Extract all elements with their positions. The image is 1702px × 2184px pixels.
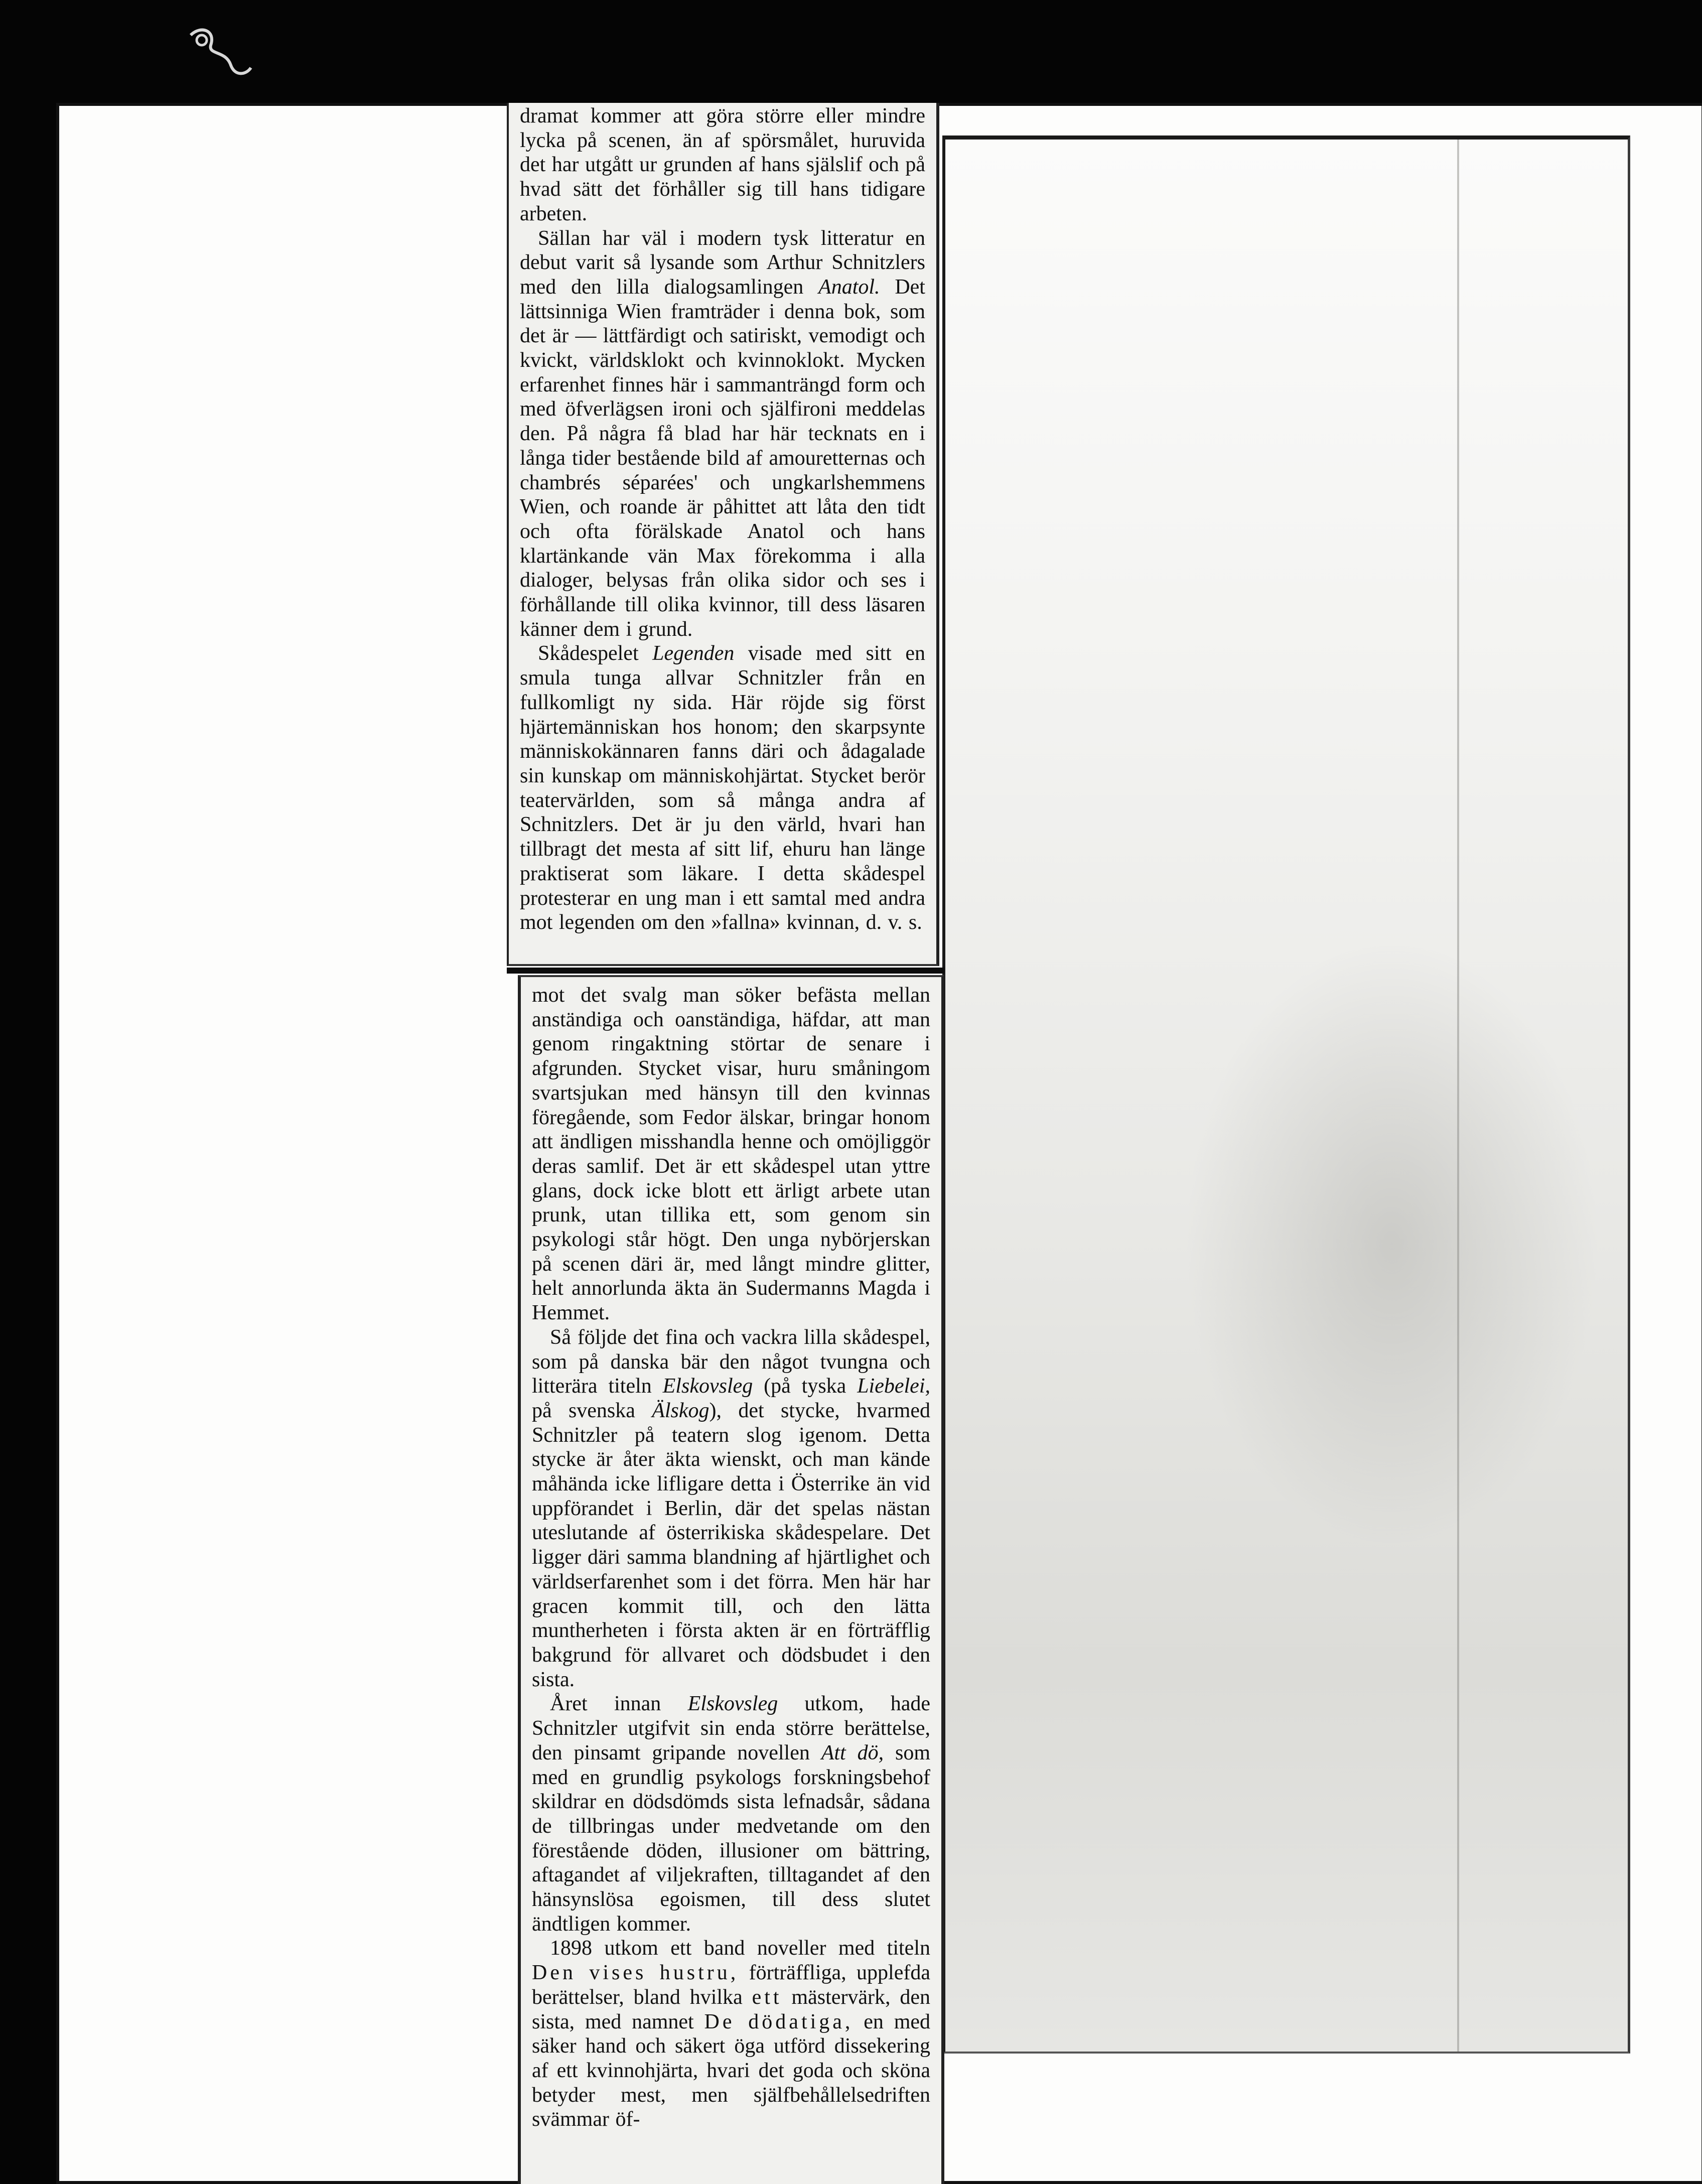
paper-stain [1186,942,1598,1545]
blank-paper-right [942,135,1630,2054]
work-title: Älskog [652,1399,710,1422]
newspaper-clipping-top [507,103,939,966]
work-title: Elskovsleg [687,1692,778,1716]
paper-fold-line [1457,140,1459,2052]
paragraph: mot det svalg man söker befästa mellan anständiga och oanständiga, häfdar, att man genom ringaktning störtar de senare i afgrunden. Stycket visar, huru småningom svartsjukan med hänsyn till den kvinnas föregående, som Fedor älskar, bringar honom att ändligen misshandla henne och omöjliggör deras samlif. Det är ett skådespel utan yttre glans, dock icke blott ett ärligt arbete utan prunk, utan tillika ett, som genom sin psykologi står högt. Den unga nybörjerskan på scenen däri är, med långt mindre glitter, helt annorlunda äkta än Sudermanns Magda i Hemmet. [532,984,930,1325]
paragraph: Skådespelet Legenden visade med sitt en smula tunga allvar Schnitzler från en fullkomligt ny sida. Här röjde sig först hjärtemänniskan hos honom; den skarpsynte människokännaren fanns däri och ådagalade sin kunskap om människohjärtat. Stycket berör teatervärlden, som så många andra af Schnitzlers. Det är ju den värld, hvari han tillbragt det mesta af sitt lif, ehuru han länge praktiserat som läkare. I detta skådespel protesterar en ung man i ett samtal med andra mot legenden om den »fallna» kvinnan, d. v. s. [520,642,925,934]
paragraph: Sällan har väl i modern tysk litteratur en debut varit så lysande som Arthur Schnitzlers med den lilla dialogsamlingen Anatol. Det lättsinniga Wien framträder i denna bok, som det är — lättfärdigt och satiriskt, vemodigt och kvickt, världsklokt och kvinnoklokt. Mycken erfarenhet finnes här i sammanträngd form och med öfverlägsen ironi och själfironi meddelas den. På några få blad har här tecknats en i långa tider bestående bild af amouretternas och chambrés séparées' och ungkarlshemmens Wien, och roande är påhittet att låta den tidt och ofta förälskade Anatol och hans klartänkande vän Max förekomma i alla dialoger, belysas från olika sidor och ses i förhållande till olika kvinnor, till dess läsaren känner dem i grund. [520,226,925,641]
paragraph: Året innan Elskovsleg utkom, hade Schnitzler utgifvit sin enda större berättelse, den pinsamt gripande novellen Att dö, som med en grundlig psykologs forskningsbehof skildrar en dödsdömds sista lefnadsår, sådana de tillbringas under medvetande om den förestående döden, illusioner om bättring, aftagandet af viljekraften, tilltagandet af den hänsynslösa egoismen, till dess slutet ändtligen kommer. [532,1692,930,1936]
work-title: Den vises hustru, [532,1961,739,1985]
work-title: Elskovsleg [662,1375,753,1398]
clipping-seam [507,968,944,974]
paragraph: dramat kommer att göra större eller mindre lycka på scenen, än af spörsmålet, huruvida det har utgått ur grunden af hans själslif och på hvad sätt det förhåller sig till hans tidigare arbeten. [520,104,925,225]
work-title: Liebelei, [857,1375,930,1398]
paragraph: Så följde det fina och vackra lilla skådespel, som på danska bär den något tvungna och litterära titeln Elskovsleg (på tyska Liebelei, på svenska Älskog), det stycke, hvarmed Schnitzler på teatern slog igenom. Detta stycke är åter äkta wienskt, och man kände måhända icke lifligare detta i Österrike än vid uppförandet i Berlin, där det spelas nästan uteslutande af österrikiska skådespelare. Det ligger däri samma blandning af hjärtlighet och världserfarenhet som i det förra. Men här har gracen kommit till, och den lätta muntherheten i första akten är en förträfflig bakgrund för allvaret och dödsbudet i den sista. [532,1325,930,1691]
work-title: Att dö, [821,1741,884,1764]
work-title: Legenden [652,642,735,665]
newspaper-clipping-bottom [518,975,944,2184]
work-title: Anatol. [818,275,880,299]
film-edge-mark [181,20,261,90]
spaced-word: ett [752,1985,782,2009]
work-title: De dödatiga, [704,2010,854,2033]
paragraph: 1898 utkom ett band noveller med titeln Den vises hustru, förträffliga, upplefda berättelser, bland hvilka ett mästervärk, den sista, med namnet De dödatiga, en med säker hand och säkert öga utförd dissekering af ett kvinnohjärta, hvari det goda och sköna betyder mest, men själfbehållelsedriften svämmar öf- [532,1937,931,2131]
